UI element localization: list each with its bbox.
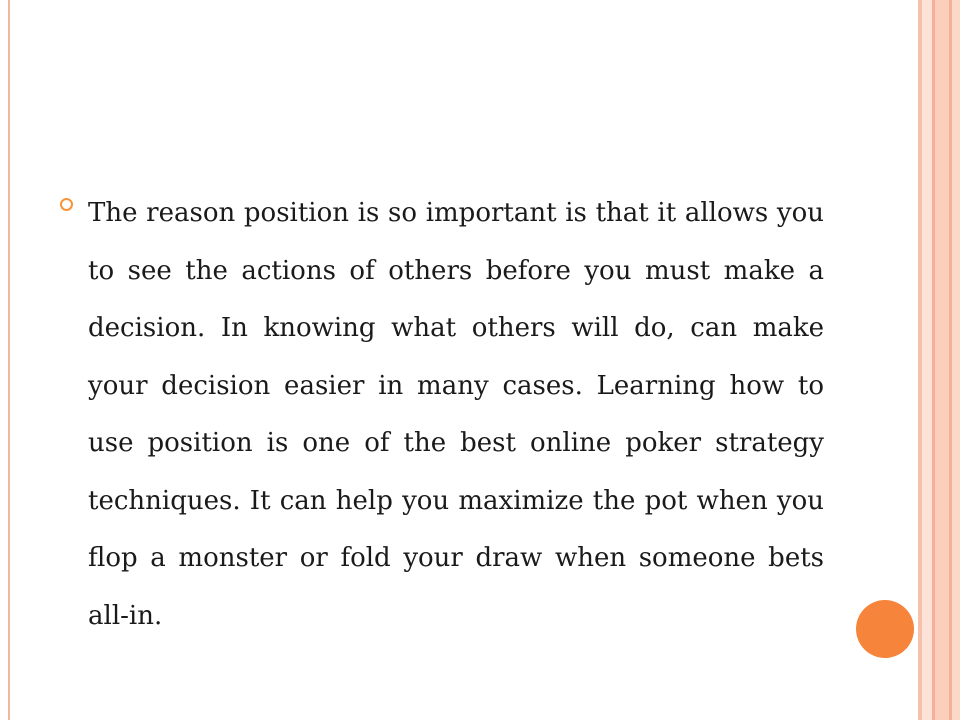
- stripe: [935, 0, 949, 720]
- right-decorative-stripes: [918, 0, 960, 720]
- stripe: [952, 0, 960, 720]
- hollow-circle-bullet-icon: [60, 198, 73, 211]
- bullet-text: The reason position is so important is that it allows you to see the actions of others before you must make a decision. In knowing what others will do, can make your decision easier in many cases. Learning how to use position is one of the best online poker strategy techniques. It can help you maximize the pot when you flop a monster or fold your draw when someone bets all-in.: [88, 198, 824, 631]
- orange-circle-decoration: [856, 600, 914, 658]
- stripe: [922, 0, 932, 720]
- left-border-line: [8, 0, 10, 720]
